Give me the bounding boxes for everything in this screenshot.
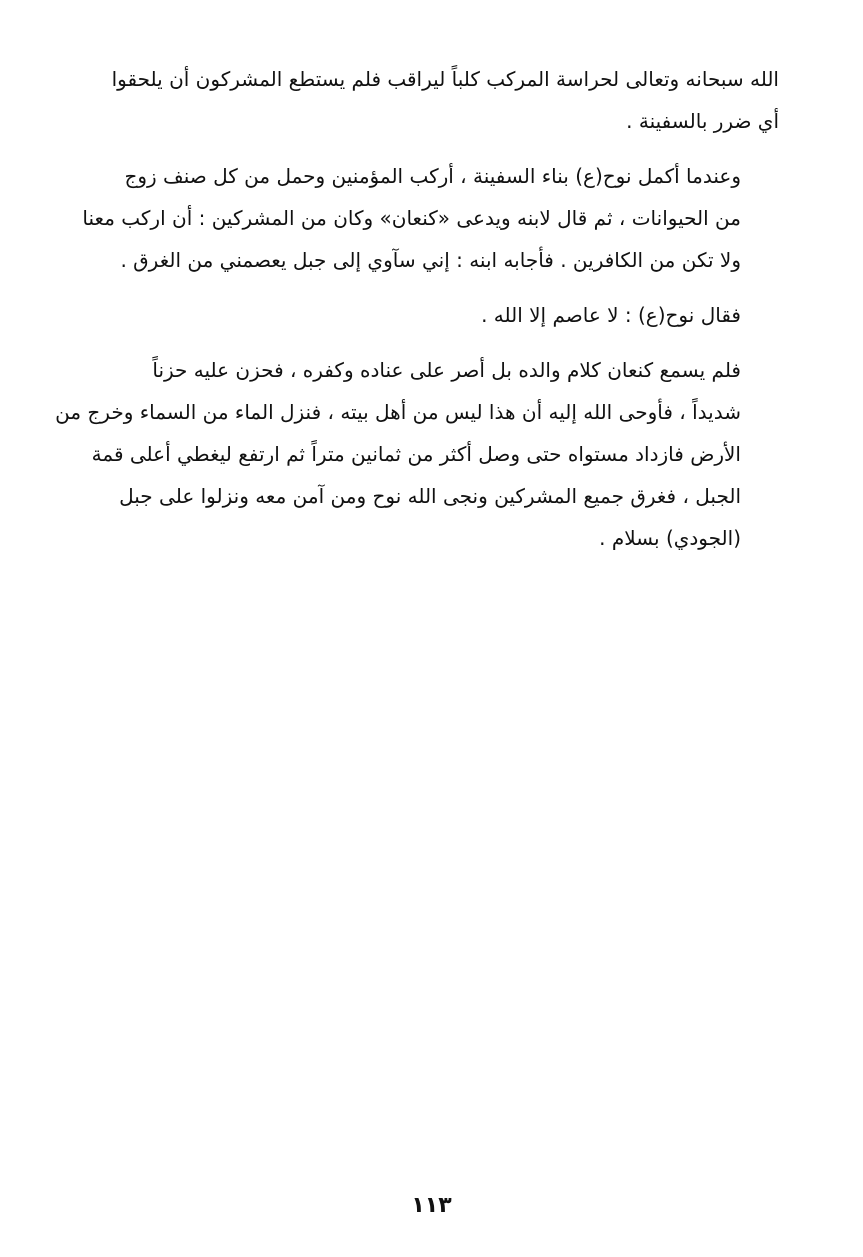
paragraph-3 [90,294,779,336]
text-line: شديداً ، فأوحى الله إليه أن هذا ليس من أهل بيته ، فنزل الماء من السماء وخرج من [55,400,741,424]
text-line: وعندما أكمل نوح(ع) بناء السفينة ، أركب المؤمنين وحمل من كل صنف زوج [124,164,741,188]
page-number: ١١٣ [411,1193,452,1218]
text-line: الجبل ، فغرق جميع المشركين ونجى الله نوح ومن آمن معه ونزلوا على جبل [119,484,741,508]
text-line: الأرض فازداد مستواه حتى وصل أكثر من ثمانين متراً ثم ارتفع ليغطي أعلى قمة [91,442,741,466]
paragraph-2 [82,155,779,281]
text-line: (الجودي) بسلام . [599,526,741,550]
paragraph-4 [55,349,779,559]
text-line: الله سبحانه وتعالى لحراسة المركب كلباً ليراقب فلم يستطع المشركون أن يلحقوا [111,67,779,91]
text-line: فلم يسمع كنعان كلام والده بل أصر على عناده وكفره ، فحزن عليه حزناً [152,358,741,382]
body-text [55,58,779,572]
text-line: أي ضرر بالسفينة . [626,109,779,133]
text-line: ولا تكن من الكافرين . فأجابه ابنه : إني سآوي إلى جبل يعصمني من الغرق . [120,248,741,272]
text-line: فقال نوح(ع) : لا عاصم إلا الله . [481,303,741,327]
paragraph-1 [90,58,779,142]
text-line: من الحيوانات ، ثم قال لابنه ويدعى «كنعان» وكان من المشركين : أن اركب معنا [82,206,741,230]
